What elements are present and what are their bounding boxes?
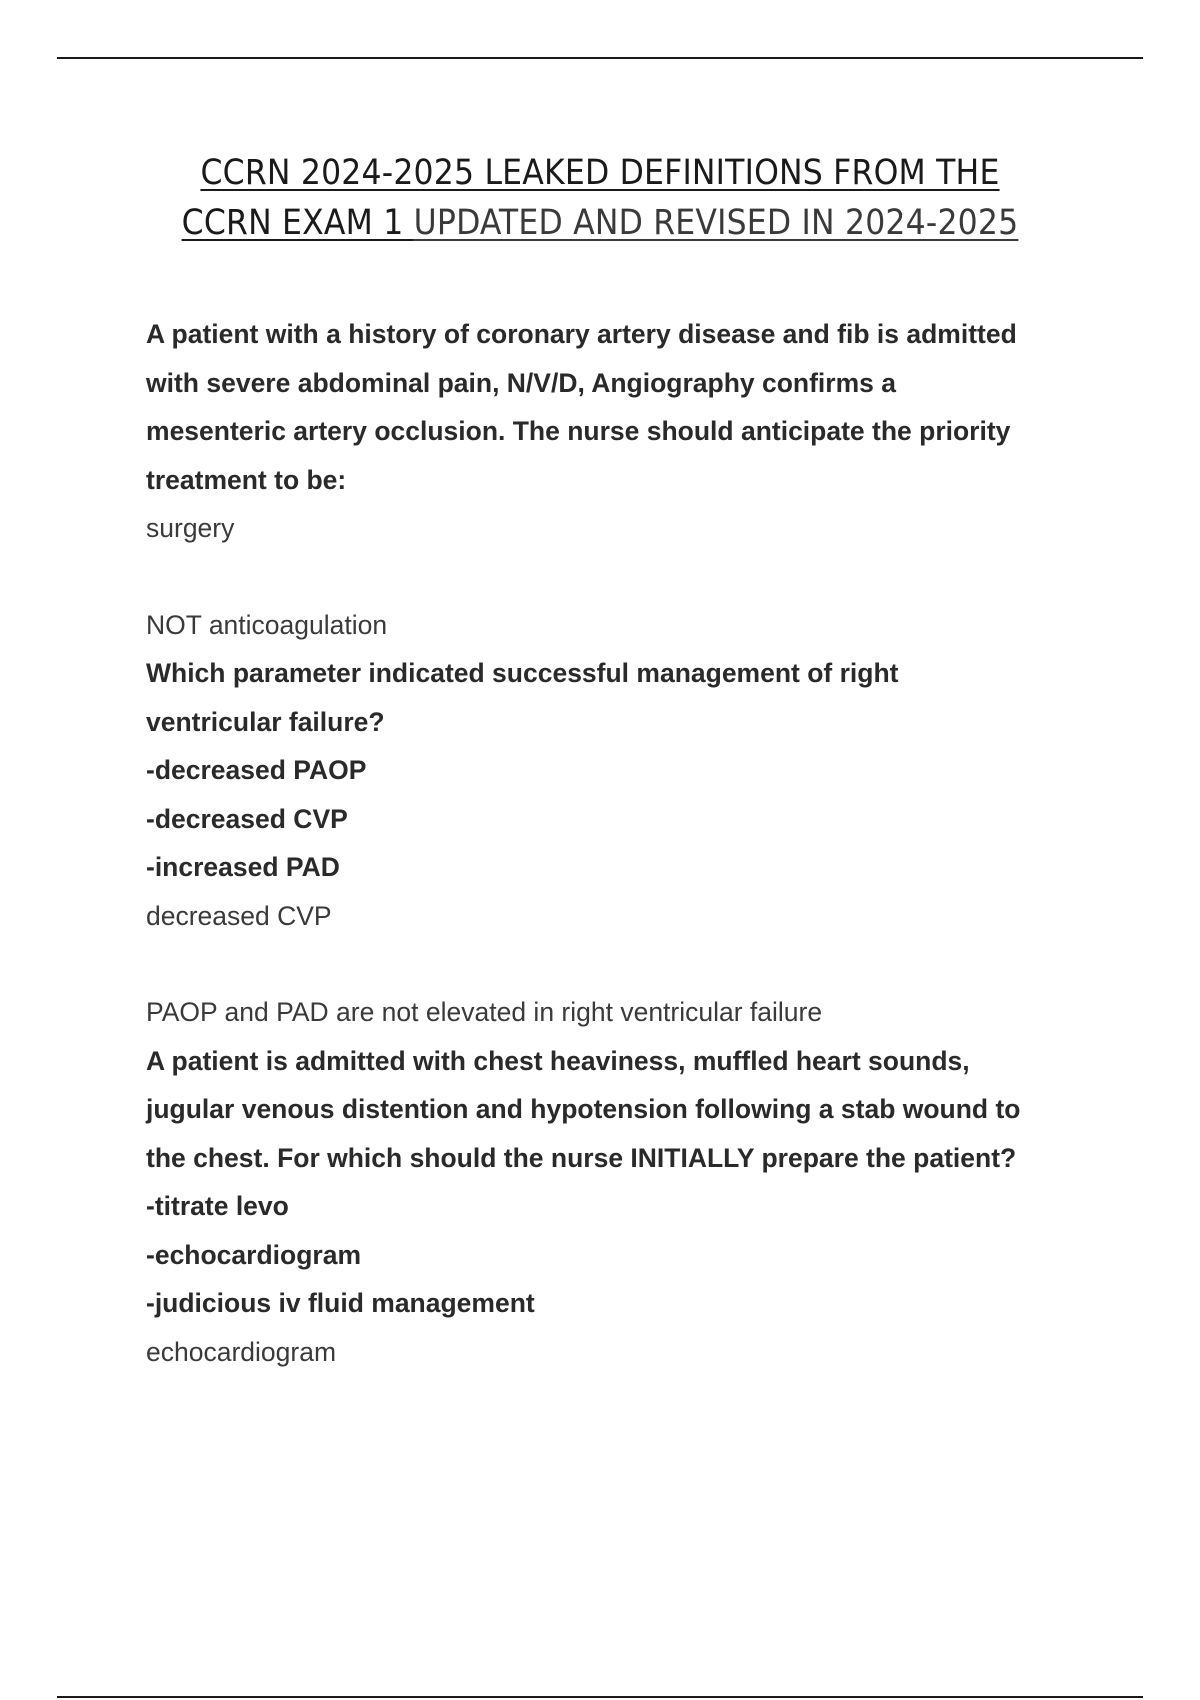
question-line: jugular venous distention and hypotension following a stab wound to xyxy=(146,1094,1021,1124)
top-rule xyxy=(57,57,1143,59)
title-line-1: CCRN 2024-2025 LEAKED DEFINITIONS FROM THE xyxy=(200,153,1000,193)
document-title xyxy=(100,148,1100,248)
flashcard xyxy=(146,649,1106,1037)
question-line: treatment to be: xyxy=(146,464,347,495)
question-line: A patient is admitted with chest heaviness, muffled heart sounds, xyxy=(146,1045,970,1076)
flashcard xyxy=(146,1037,1106,1377)
answer: surgery xyxy=(146,513,235,543)
answer: decreased CVP xyxy=(146,900,332,931)
flashcard xyxy=(146,310,1106,649)
rationale: NOT anticoagulation xyxy=(146,609,388,640)
question-line: Which parameter indicated successful management of right xyxy=(146,658,899,688)
flashcard-list xyxy=(146,310,1106,1376)
answer-option: -judicious iv fluid management xyxy=(146,1288,535,1318)
answer-option: -decreased PAOP xyxy=(146,755,367,785)
question-line: the chest. For which should the nurse INITIALLY prepare the patient? xyxy=(146,1142,1017,1173)
answer-option: -increased PAD xyxy=(146,852,340,882)
answer-option: -echocardiogram xyxy=(146,1239,362,1270)
question-line: ventricular failure? xyxy=(146,706,385,737)
answer: echocardiogram xyxy=(146,1336,337,1367)
question-line: A patient with a history of coronary artery disease and fib is admitted xyxy=(146,319,1017,349)
title-line-2b: UPDATED AND REVISED IN 2024-2025 xyxy=(413,203,1019,243)
rationale: PAOP and PAD are not elevated in right ventricular failure xyxy=(146,997,823,1027)
title-line-2a: CCRN EXAM 1 xyxy=(181,203,414,243)
question-line: mesenteric artery occlusion. The nurse should anticipate the priority xyxy=(146,416,1011,446)
question-line: with severe abdominal pain, N/V/D, Angiography confirms a xyxy=(146,367,896,398)
answer-option: -titrate levo xyxy=(146,1191,289,1221)
bottom-rule xyxy=(57,1696,1143,1698)
answer-option: -decreased CVP xyxy=(146,803,348,834)
